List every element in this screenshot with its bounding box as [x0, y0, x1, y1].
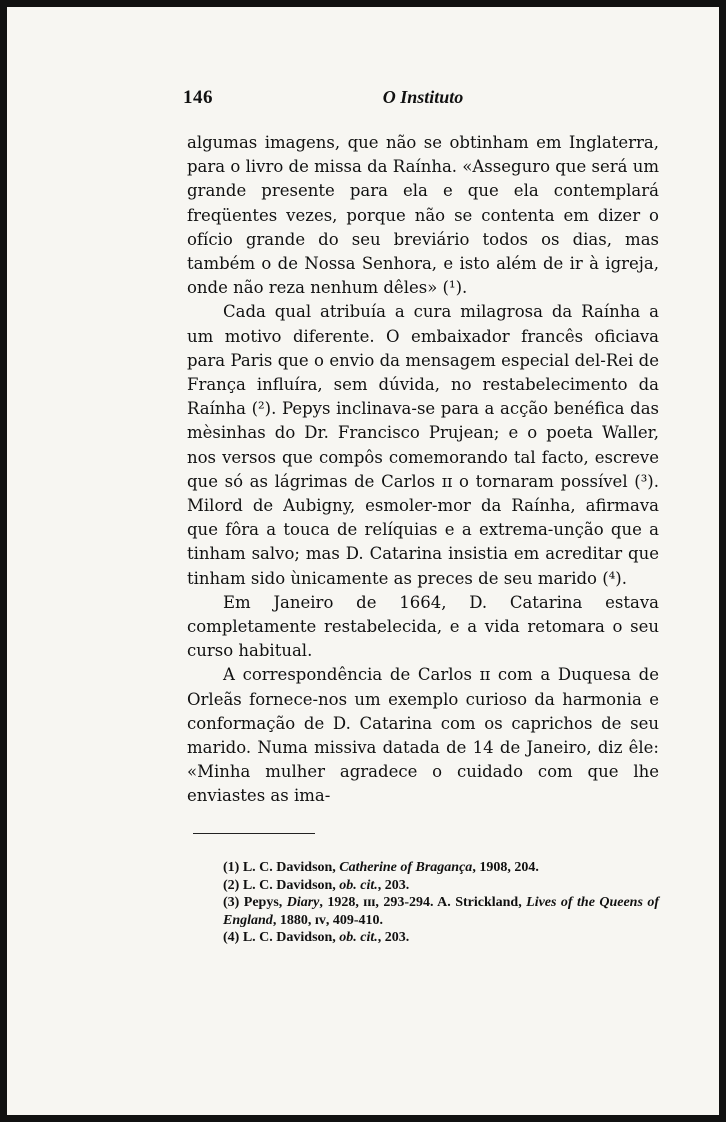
- page-number: 146: [183, 87, 213, 108]
- footnotes: [193, 859, 659, 947]
- running-title: O Instituto: [382, 87, 464, 107]
- page-header: [183, 87, 659, 109]
- body-text: [187, 131, 659, 809]
- paragraph-2: Cada qual atribuía a cura milagrosa da Raínha a um motivo diferente. O embaixador francês oficiava para Paris que o envio da mensagem especial del-Rei de França influíra, sem dúvida, no restabelecimento da Raínha (²). Pepys inclinava-se para a acção benéfica das mèsinhas do Dr. Francisco Prujean; e o poeta Waller, nos versos que compôs comemorando tal facto, escreve que só as lágrimas de Carlos ɪɪ o tornaram possível (³). Milord de Aubigny, esmoler-mor da Raínha, afirmava que fôra a touca de relíquias e a extrema-unção que a tinham salvo; mas D. Catarina insistia em acreditar que tinham sido ùnicamente as preces de seu marido (⁴).: [187, 302, 659, 588]
- paragraph-1: algumas imagens, que não se obtinham em Inglaterra, para o livro de missa da Raínha. «Asseguro que será um grande presente para ela e que ela contemplará freqüentes vezes, porque não se contenta em dizer o ofício grande do seu breviário todos os dias, mas também o de Nossa Senhora, e isto além de ir à igreja, onde não reza nenhum dêles» (¹).: [187, 133, 659, 298]
- footnote-3: (3) Pepys, Diary, 1928, ɪɪɪ, 293-294. A. Strickland, Lives of the Queens of England, 1880, ɪᴠ, 409-410.: [223, 895, 660, 928]
- paragraph-4: A correspondência de Carlos ɪɪ com a Duquesa de Orleãs fornece-nos um exemplo curioso da harmonia e conformação de D. Catarina com os caprichos de seu marido. Numa missiva datada de 14 de Janeiro, diz êle: «Minha mulher agradece o cuidado com que lhe enviastes as ima-: [187, 665, 659, 806]
- footnote-separator: [193, 833, 315, 834]
- footnote-4: (4) L. C. Davidson, ob. cit., 203.: [223, 930, 410, 945]
- footnote-1: (1) L. C. Davidson, Catherine of Bragança, 1908, 204.: [223, 860, 539, 875]
- paragraph-3: Em Janeiro de 1664, D. Catarina estava completamente restabelecida, e a vida retomara o seu curso habitual.: [187, 592, 659, 661]
- footnote-2: (2) L. C. Davidson, ob. cit., 203.: [223, 877, 410, 893]
- book-page: [7, 7, 719, 1115]
